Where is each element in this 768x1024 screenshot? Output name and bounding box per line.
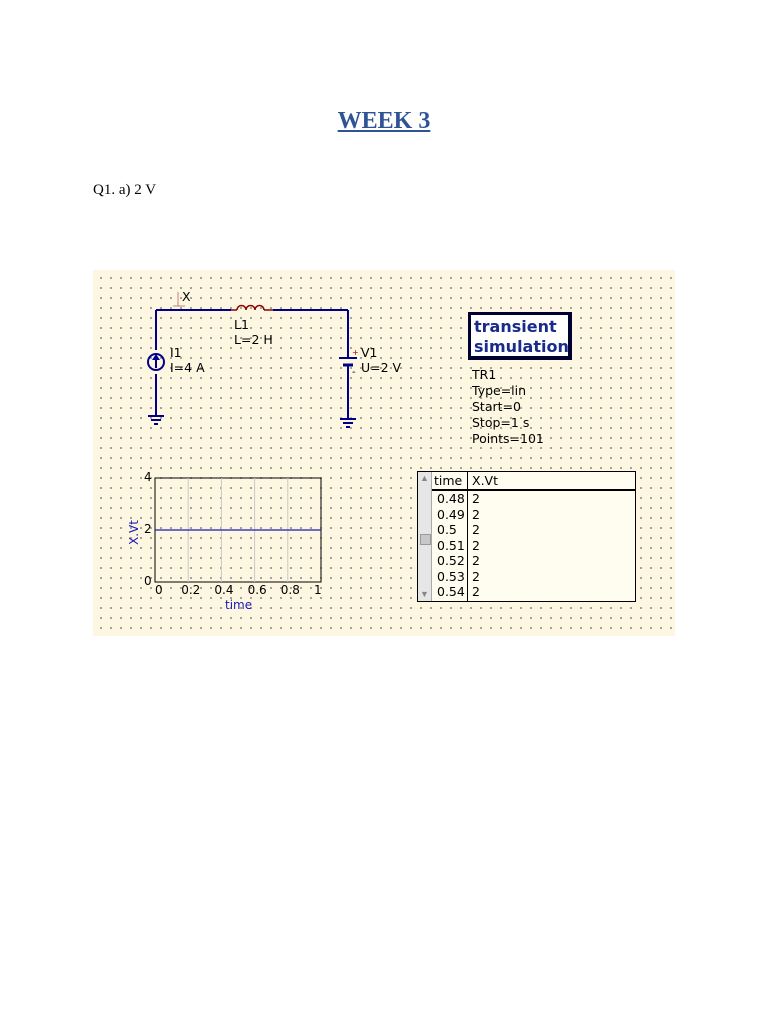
x-tick-label: 0 (155, 583, 163, 597)
y-tick-label: 2 (144, 522, 152, 536)
inductor-name: L1 (234, 317, 249, 332)
table-cell-xvt: 2 (472, 537, 480, 553)
voltage-source-value: U=2 V (361, 360, 402, 375)
voltage-source-name: V1 (361, 345, 378, 360)
scroll-down-icon[interactable]: ▼ (420, 589, 429, 599)
table-cell-time: 0.5 (437, 522, 457, 537)
voltage-plus-sign: + (352, 348, 359, 357)
qucs-schematic-figure (93, 270, 675, 636)
simulation-points: Points=101 (472, 431, 544, 446)
chart-plot (155, 478, 321, 582)
y-axis-label: X.Vt (127, 520, 141, 545)
ground-symbol-left (148, 416, 164, 424)
question-answer: Q1. a) 2 V (93, 182, 157, 198)
inductor-value: L=2 H (234, 332, 273, 347)
table-body (432, 491, 635, 600)
node-label-x: X (182, 289, 191, 304)
simulation-stop: Stop=1 s (472, 415, 530, 430)
table-cell-xvt: 2 (472, 522, 480, 537)
inductor-symbol (231, 306, 273, 311)
page-title: WEEK 3 (337, 108, 431, 134)
table-row (432, 522, 635, 538)
simulation-title-line2: simulation (474, 337, 569, 356)
table-header-xvt: X.Vt (472, 473, 498, 488)
table-cell-xvt: 2 (472, 584, 480, 599)
table-cell-time: 0.48 (437, 491, 465, 506)
x-tick-label: 1 (314, 583, 322, 597)
scroll-thumb[interactable] (420, 534, 431, 545)
table-cell-time: 0.51 (437, 537, 465, 553)
table-header-time: time (434, 473, 463, 488)
table-cell-time: 0.49 (437, 506, 465, 522)
x-tick-label: 0.6 (247, 583, 267, 597)
current-source-symbol (148, 354, 164, 370)
table-scrollbar[interactable] (418, 472, 432, 601)
table-row (432, 507, 635, 523)
table-row (432, 491, 635, 507)
simulation-title-line1: transient (474, 317, 557, 336)
scroll-up-icon[interactable]: ▲ (420, 473, 429, 483)
table-cell-time: 0.53 (437, 568, 465, 584)
table-cell-time: 0.54 (437, 584, 465, 599)
table-cell-xvt: 2 (472, 568, 480, 584)
results-table[interactable] (417, 471, 636, 602)
table-cell-xvt: 2 (472, 491, 480, 506)
y-tick-label: 0 (144, 574, 152, 588)
table-header (432, 472, 635, 491)
transient-simulation-block[interactable] (468, 312, 572, 360)
simulation-name: TR1 (472, 367, 497, 382)
current-source-name: I1 (170, 345, 182, 360)
table-cell-xvt: 2 (472, 506, 480, 522)
y-tick-label: 4 (144, 470, 152, 484)
x-tick-label: 0.4 (214, 583, 234, 597)
table-cell-time: 0.52 (437, 553, 465, 568)
table-row (432, 538, 635, 554)
current-source-value: I=4 A (170, 360, 205, 375)
simulation-start: Start=0 (472, 399, 521, 414)
simulation-type: Type=lin (472, 383, 527, 398)
x-tick-label: 0.8 (280, 583, 300, 597)
simulation-parameters (472, 367, 544, 447)
ground-symbol-right (340, 419, 356, 427)
table-row (432, 553, 635, 569)
x-tick-label: 0.2 (181, 583, 201, 597)
table-row (432, 584, 635, 600)
voltage-minus-sign: - (352, 367, 356, 378)
table-row (432, 569, 635, 585)
table-cell-xvt: 2 (472, 553, 480, 568)
x-axis-label: time (225, 598, 253, 612)
